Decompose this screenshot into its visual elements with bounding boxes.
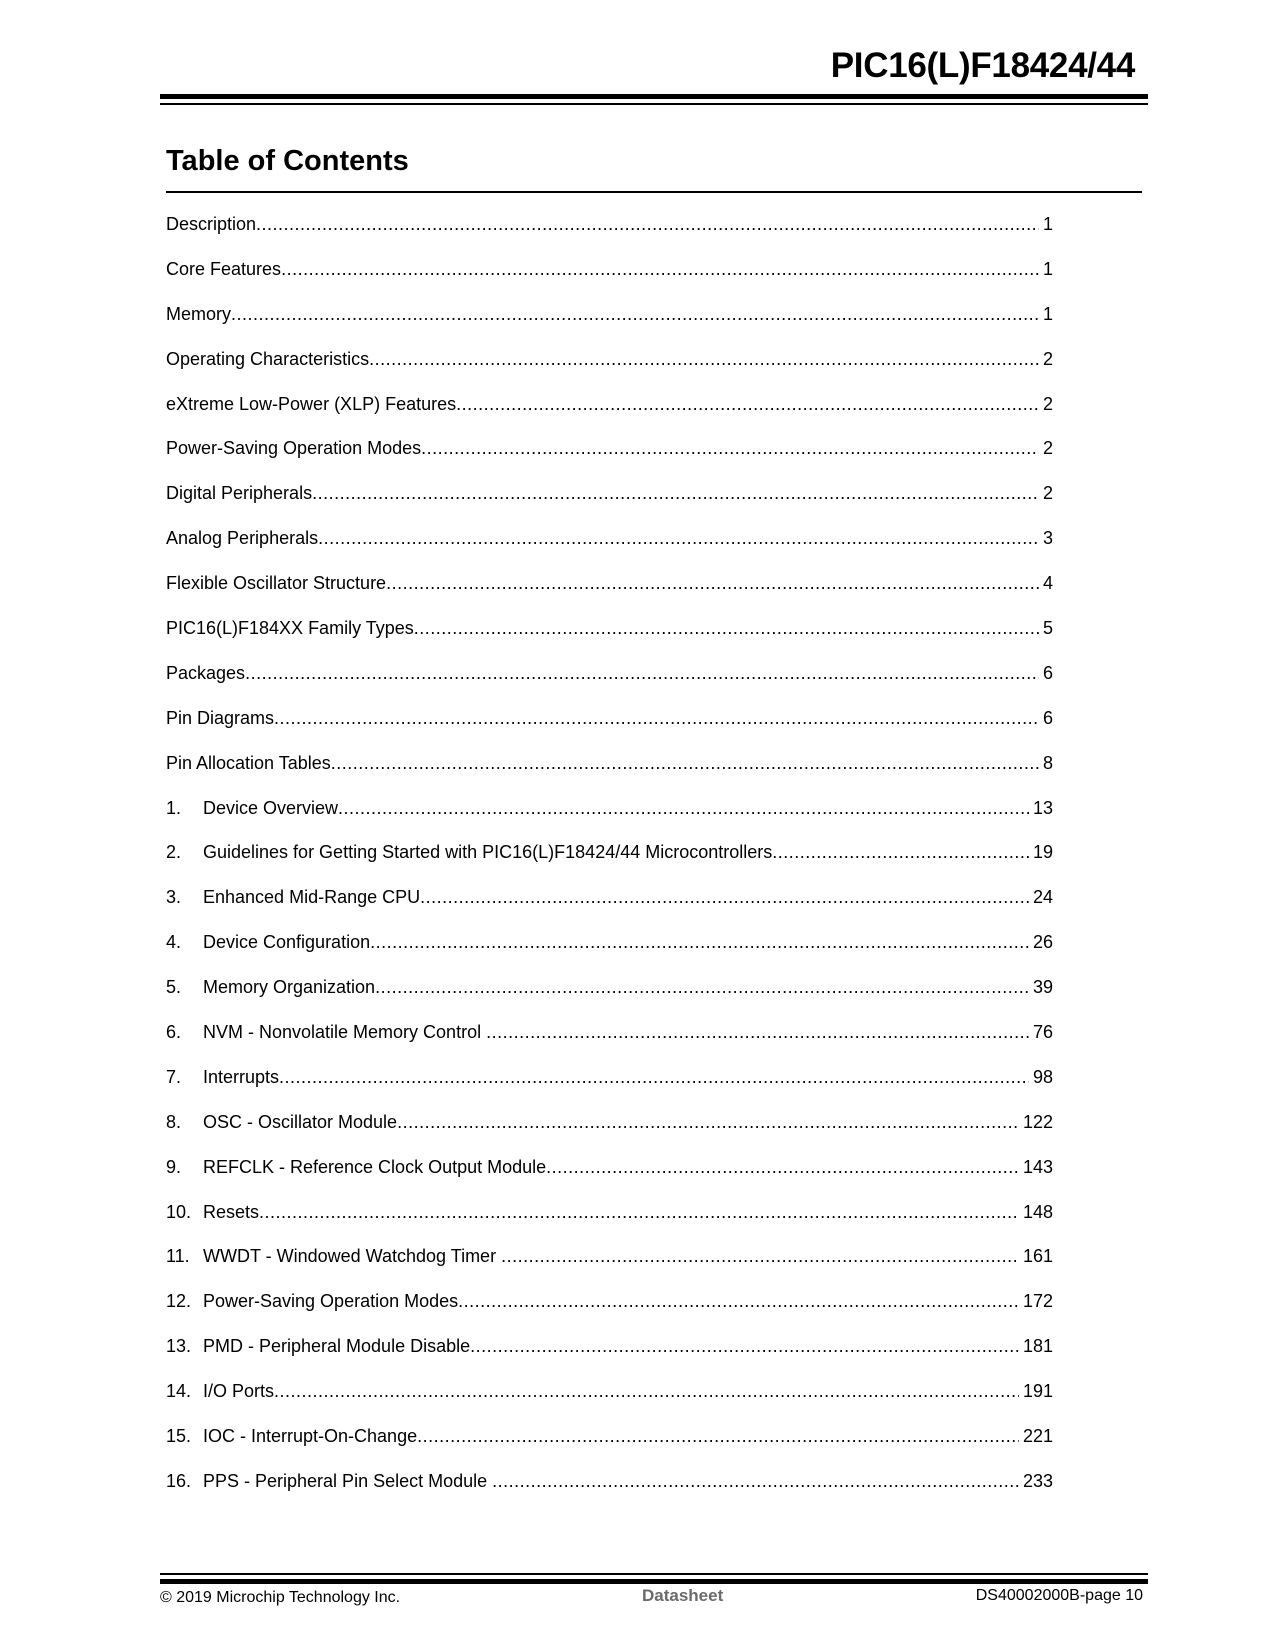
toc-entry[interactable] (166, 1421, 1053, 1466)
toc-entry-label: Packages (166, 662, 246, 683)
toc-entry-label: Flexible Oscillator Structure (166, 573, 387, 594)
toc-entry[interactable] (166, 658, 1053, 703)
toc-entry-label: Description (166, 214, 257, 234)
toc-entry-page: 39 (1032, 977, 1053, 998)
toc-entry[interactable] (166, 927, 1053, 972)
toc-entry[interactable] (166, 1331, 1053, 1376)
toc-entry[interactable] (166, 1286, 1053, 1331)
toc-entry-label: PIC16(L)F184XX Family Types (166, 618, 414, 639)
toc-dot-leader (312, 478, 1039, 508)
toc-entry-page: 24 (1032, 887, 1053, 908)
toc-entry-page: 19 (1032, 842, 1053, 863)
toc-entry-number: 4. (166, 932, 182, 953)
toc-entry-label: Pin Allocation Tables (166, 752, 331, 773)
toc-entry[interactable] (166, 837, 1053, 882)
toc-dot-leader (274, 1376, 1019, 1406)
toc-entry-label: IOC - Interrupt-On-Change (203, 1426, 418, 1447)
toc-entry-number: 8. (166, 1111, 182, 1132)
toc-entry-label: NVM - Nonvolatile Memory Control (203, 1022, 487, 1043)
toc-entry-label: Enhanced Mid-Range CPU (203, 887, 421, 908)
toc-dot-leader (231, 299, 1039, 329)
toc-dot-leader (338, 793, 1029, 823)
toc-entry-page: 3 (1042, 528, 1053, 549)
toc-entry-number: 15. (166, 1426, 192, 1447)
toc-entry[interactable] (166, 1466, 1053, 1511)
toc-entry[interactable] (166, 1197, 1053, 1242)
toc-entry-page: 2 (1042, 393, 1053, 414)
toc-entry-label: Power-Saving Operation Modes (203, 1291, 459, 1312)
toc-heading-rule (166, 191, 1142, 193)
toc-entry-number: 11. (166, 1246, 190, 1267)
toc-entry[interactable] (166, 1152, 1053, 1197)
toc-dot-leader (421, 433, 1039, 463)
toc-entry-page: 2 (1042, 483, 1053, 504)
toc-entry-page: 148 (1022, 1201, 1053, 1222)
toc-entry-page: 172 (1022, 1291, 1053, 1312)
toc-entry-label: OSC - Oscillator Module (203, 1111, 398, 1132)
toc-entry-label: Memory Organization (203, 977, 376, 998)
toc-entry-label: Analog Peripherals (166, 528, 319, 549)
toc-entry-label: eXtreme Low-Power (XLP) Features (166, 393, 457, 414)
toc-entry[interactable] (166, 748, 1053, 793)
footer-copyright: © 2019 Microchip Technology Inc. (160, 1589, 401, 1606)
toc-entry-page: 76 (1032, 1022, 1053, 1043)
toc-entry-page: 26 (1032, 932, 1053, 953)
footer-rule-thin (160, 1573, 1148, 1575)
toc-dot-leader (281, 254, 1039, 284)
toc-entry-page: 1 (1042, 303, 1053, 324)
toc-entry-label: Memory (166, 303, 232, 324)
toc-entry-number: 7. (166, 1066, 182, 1087)
toc-entry-page: 122 (1022, 1111, 1053, 1132)
toc-entry-page: 1 (1042, 258, 1053, 279)
toc-dot-leader (331, 748, 1039, 778)
toc-dot-leader (492, 1466, 1019, 1496)
toc-entry-page: 1 (1042, 214, 1053, 234)
toc-entry[interactable] (166, 793, 1053, 838)
toc-dot-leader (470, 1331, 1019, 1361)
toc-entry-label: REFCLK - Reference Clock Output Module (203, 1156, 547, 1177)
toc-entry-page: 8 (1042, 752, 1053, 773)
toc-entry-page: 143 (1022, 1156, 1053, 1177)
toc-entry-number: 3. (166, 887, 182, 908)
toc-entry-page: 161 (1022, 1246, 1053, 1267)
toc-entry-label: Device Overview (203, 797, 339, 818)
toc-entry-number: 10. (166, 1201, 192, 1222)
toc-entry[interactable] (166, 344, 1053, 389)
toc-entry-label: PMD - Peripheral Module Disable (203, 1336, 471, 1357)
toc-entry-label: Digital Peripherals (166, 483, 313, 504)
toc-entry-page: 181 (1022, 1336, 1053, 1357)
toc-dot-leader (546, 1152, 1019, 1182)
toc-dot-leader (375, 972, 1029, 1002)
toc-entry-page: 4 (1042, 573, 1053, 594)
toc-entry[interactable] (166, 972, 1053, 1017)
toc-entry-label: Core Features (166, 258, 282, 279)
toc-entry-number: 1. (166, 797, 182, 818)
toc-dot-leader (397, 1107, 1019, 1137)
toc-entry-page: 2 (1042, 348, 1053, 369)
toc-dot-leader (256, 209, 1039, 239)
toc-entry[interactable] (166, 433, 1053, 478)
toc-dot-leader (318, 523, 1039, 553)
toc-entry-page: 6 (1042, 662, 1053, 683)
toc-entry-page: 191 (1022, 1381, 1053, 1402)
toc-entry-label: Interrupts (203, 1066, 280, 1087)
toc-entry-page: 233 (1022, 1470, 1053, 1491)
toc-entry-number: 2. (166, 842, 182, 863)
footer-rule-thick (160, 1579, 1148, 1584)
toc-entry-page: 13 (1032, 797, 1053, 818)
toc-entry-number: 13. (166, 1336, 192, 1357)
toc-entry[interactable] (166, 299, 1053, 344)
header-rule-thick (160, 94, 1148, 99)
toc-list (166, 209, 1053, 1511)
toc-entry-label: I/O Ports (203, 1381, 275, 1402)
toc-entry-label: WWDT - Windowed Watchdog Timer (203, 1246, 502, 1267)
toc-dot-leader (414, 613, 1039, 643)
toc-entry-number: 9. (166, 1156, 182, 1177)
toc-entry[interactable] (166, 613, 1053, 658)
toc-dot-leader (501, 1241, 1019, 1271)
toc-entry[interactable] (166, 1376, 1053, 1421)
toc-entry[interactable] (166, 1017, 1053, 1062)
toc-entry-label: Resets (203, 1201, 260, 1222)
document-title: PIC16(L)F18424/44 (830, 46, 1135, 85)
toc-entry[interactable] (166, 1107, 1053, 1152)
toc-dot-leader (420, 882, 1029, 912)
toc-entry[interactable] (166, 1062, 1053, 1107)
toc-dot-leader (417, 1421, 1019, 1451)
toc-entry[interactable] (166, 882, 1053, 927)
toc-dot-leader (458, 1286, 1019, 1316)
toc-entry[interactable] (166, 478, 1053, 523)
toc-dot-leader (456, 389, 1039, 419)
footer-page-reference: DS40002000B-page 10 (975, 1587, 1143, 1604)
toc-dot-leader (245, 658, 1039, 688)
toc-entry-label: Operating Characteristics (166, 348, 370, 369)
header-rule-thin (160, 103, 1148, 105)
toc-entry-page: 5 (1042, 618, 1053, 639)
toc-entry-number: 12. (166, 1291, 192, 1312)
toc-entry-page: 98 (1032, 1066, 1053, 1087)
toc-entry[interactable] (166, 254, 1053, 299)
toc-entry-page: 221 (1022, 1426, 1053, 1447)
toc-entry-number: 16. (166, 1470, 192, 1491)
toc-dot-leader (386, 568, 1039, 598)
toc-dot-leader (279, 1062, 1029, 1092)
footer-doc-type: Datasheet (642, 1586, 724, 1605)
toc-dot-leader (259, 1197, 1019, 1227)
toc-entry-number: 5. (166, 977, 182, 998)
toc-dot-leader (370, 927, 1029, 957)
toc-entry[interactable] (166, 209, 1053, 254)
toc-entry[interactable] (166, 1241, 1053, 1286)
toc-entry[interactable] (166, 389, 1053, 434)
toc-heading: Table of Contents (166, 145, 409, 177)
toc-entry[interactable] (166, 703, 1053, 748)
toc-entry-label: Pin Diagrams (166, 707, 275, 728)
toc-entry-number: 6. (166, 1022, 182, 1043)
toc-entry-number: 14. (166, 1381, 192, 1402)
toc-entry-label: Power-Saving Operation Modes (166, 438, 422, 459)
toc-dot-leader (486, 1017, 1029, 1047)
toc-entry-label: Device Configuration (203, 932, 371, 953)
toc-entry[interactable] (166, 568, 1053, 613)
toc-dot-leader (772, 837, 1029, 867)
toc-dot-leader (274, 703, 1039, 733)
toc-entry-page: 2 (1042, 438, 1053, 459)
toc-entry-page: 6 (1042, 707, 1053, 728)
toc-entry-label: PPS - Peripheral Pin Select Module (203, 1470, 493, 1491)
toc-dot-leader (369, 344, 1039, 374)
toc-entry[interactable] (166, 523, 1053, 568)
toc-entry-label: Guidelines for Getting Started with PIC16(L)F18424/44 Microcontrollers (203, 842, 773, 863)
